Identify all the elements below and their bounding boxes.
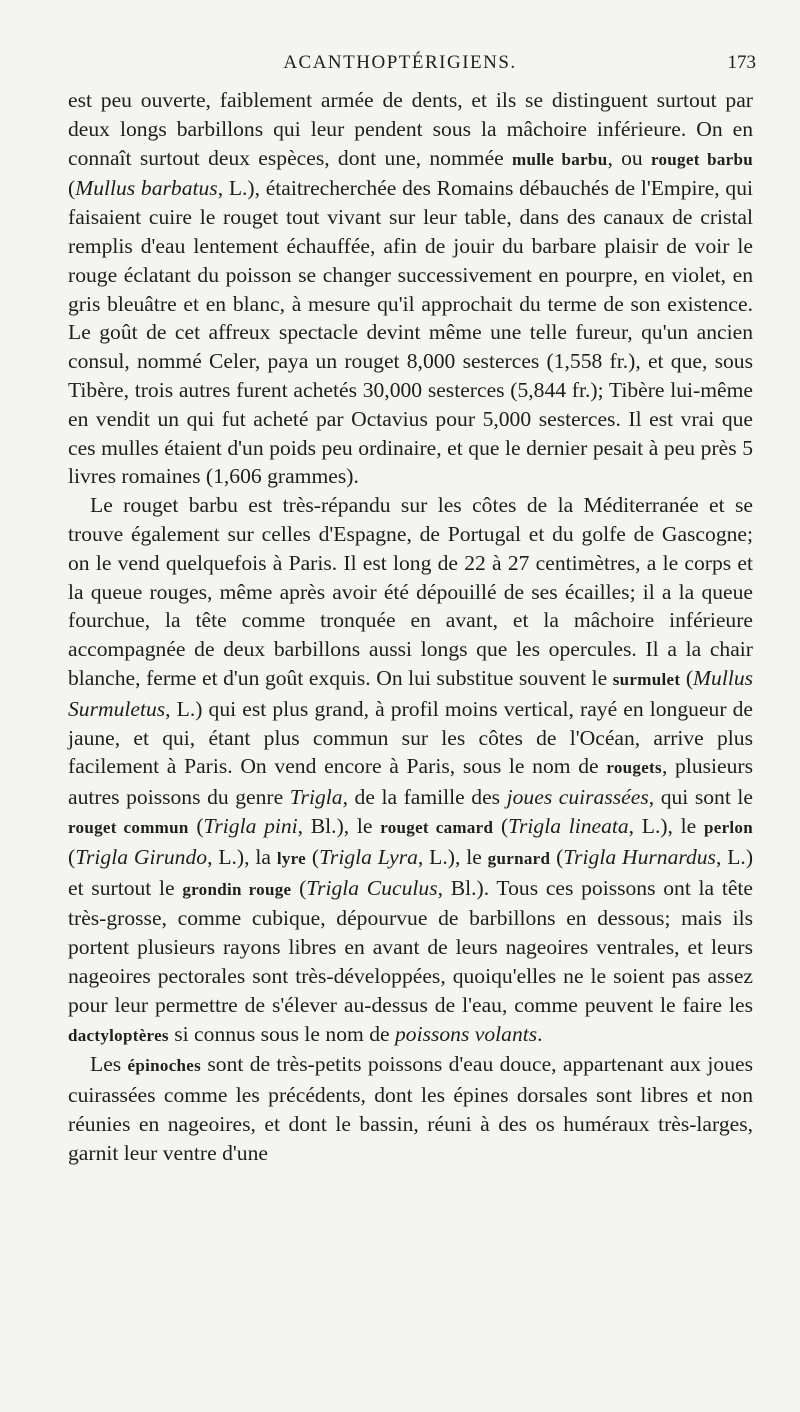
- latin-name: Trigla Hurnardus: [563, 844, 716, 869]
- species-name: épinoches: [127, 1056, 202, 1076]
- text-run: (: [68, 176, 76, 201]
- text-run: , L.), étaitrecherchée des Romains débauchés de l'Empire, qui faisaient cuire le rouget tout vivant sur leur table, dans des canaux de cristal remplis d'eau lentement échauffée, afin de jouir du barbare plaisir de voir le rouge éclatant du poisson se changer successivement en pourpre, en violet, en gris bleuâtre et en blanc, à mesure qu'il approchait du terme de son existence. Le goût de cet affreux spectacle devint même une telle fureur, qu'un ancien consul, nommé Celer, paya un rouget 8,000 sesterces (1,558 fr.), et que, sous Tibère, trois autres furent achetés 30,000 sesterces (5,844 fr.); Tibère lui-même en vendit un qui fut acheté par Octavius pour 5,000 sesterces. Il est vrai que ces mulles étaient d'un poids peu ordinaire, et que le dernier pesait à peu près 5 livres romaines (1,606 grammes).: [68, 176, 753, 489]
- body-text: [68, 86, 753, 1167]
- text-run: , L.) et surtout le: [68, 844, 754, 900]
- species-name: surmulet: [612, 669, 681, 689]
- text-run: , de la famille des: [342, 785, 507, 810]
- species-name: grondin rouge: [182, 879, 292, 899]
- species-name: perlon: [703, 817, 753, 837]
- text-run: (: [306, 844, 320, 869]
- latin-name: Trigla lineata: [508, 813, 629, 838]
- text-run: , qui sont le: [648, 785, 753, 810]
- text-run: (: [550, 844, 564, 869]
- paragraph-1: [68, 86, 753, 491]
- text-run: , L.), la: [207, 844, 277, 869]
- latin-name: Mullus barbatus: [75, 176, 218, 201]
- text-run: Les: [90, 1052, 128, 1077]
- text-run: Le rouget barbu est très-répandu sur les côtes de la Méditerranée et se trouve également sur celles d'Espagne, de Portugal et du golfe de Gascogne; on le vend quelquefois à Paris. Il est long de 22 à 27 centimètres, a le corps et la queue rouges, même après avoir été dépouillé de ses écailles; il a la queue fourchue, la tête comme tronquée en avant, et la mâchoire inférieure accompagnée de deux barbillons aussi longs que les opercules. Il a la chair blanche, ferme et d'un goût exquis. On lui substitue souvent le: [68, 493, 753, 690]
- species-name: lyre: [276, 848, 307, 868]
- text-run: si connus sous le nom de: [168, 1021, 395, 1046]
- species-name: gurnard: [487, 848, 551, 868]
- latin-name: Mullus Surmuletus: [68, 665, 754, 721]
- species-name: dactyloptères: [68, 1025, 169, 1045]
- text-run: , ou: [607, 145, 651, 170]
- running-head: [0, 48, 800, 78]
- latin-name: Trigla Girundo: [75, 844, 208, 869]
- text-run: .: [537, 1021, 543, 1046]
- latin-name: Trigla: [289, 785, 343, 810]
- text-run: , plusieurs autres poissons du genre: [68, 754, 753, 810]
- latin-name: Trigla Lyra: [319, 844, 418, 869]
- text-run: (: [291, 875, 307, 900]
- text-run: , L.), le: [628, 813, 704, 838]
- paragraph-2: [68, 491, 753, 1050]
- latin-name: joues cuirassées: [506, 785, 649, 810]
- page-number: 173: [727, 52, 756, 73]
- species-name: mulle barbu: [512, 149, 608, 169]
- paragraph-3: [68, 1050, 753, 1167]
- running-title: ACANTHOPTÉRIGIENS.: [283, 52, 517, 73]
- latin-name: Trigla Cuculus: [306, 875, 438, 900]
- text-run: est peu ouverte, faiblement armée de dents, et ils se distinguent surtout par deux longs barbillons qui leur pendent sous la mâchoire inférieure. On en connaît surtout deux espèces, dont une, nommée: [68, 88, 753, 170]
- species-name: rougets: [606, 758, 662, 778]
- text-run: (: [188, 813, 204, 838]
- text-run: , Bl.). Tous ces poissons ont la tête très-grosse, comme cubique, dépourvue de barbillons en dessous; mais ils portent plusieurs rayons libres en avant de leurs nageoires ventrales, et leurs nageoires pectorales sont très-développées, quoiqu'elles ne le soient pas assez pour leur permettre de s'élever au-dessus de l'eau, comme peuvent le faire les: [68, 875, 754, 1017]
- text-run: (: [493, 813, 509, 838]
- text-run: , L.), le: [417, 844, 488, 869]
- species-name: rouget commun: [68, 817, 189, 837]
- species-name: rouget camard: [380, 817, 494, 837]
- text-run: , Bl.), le: [297, 813, 381, 838]
- text-run: , L.) qui est plus grand, à profil moins vertical, rayé en longueur de jaune, et qui, étant plus commun sur les côtes de l'Océan, arrive plus facilement à Paris. On vend encore à Paris, sous le nom de: [68, 696, 753, 779]
- text-run: (: [68, 844, 76, 869]
- latin-name: poissons volants: [394, 1021, 538, 1046]
- text-run: sont de très-petits poissons d'eau douce, appartenant aux joues cuirassées comme les précédents, dont les épines dorsales sont libres et non réunies en nageoires, et dont le bassin, réuni à des os huméraux très-larges, garnit leur ventre d'une: [68, 1052, 753, 1165]
- latin-name: Trigla pini: [203, 813, 298, 838]
- species-name: rouget barbu: [650, 149, 753, 169]
- text-run: (: [680, 665, 694, 690]
